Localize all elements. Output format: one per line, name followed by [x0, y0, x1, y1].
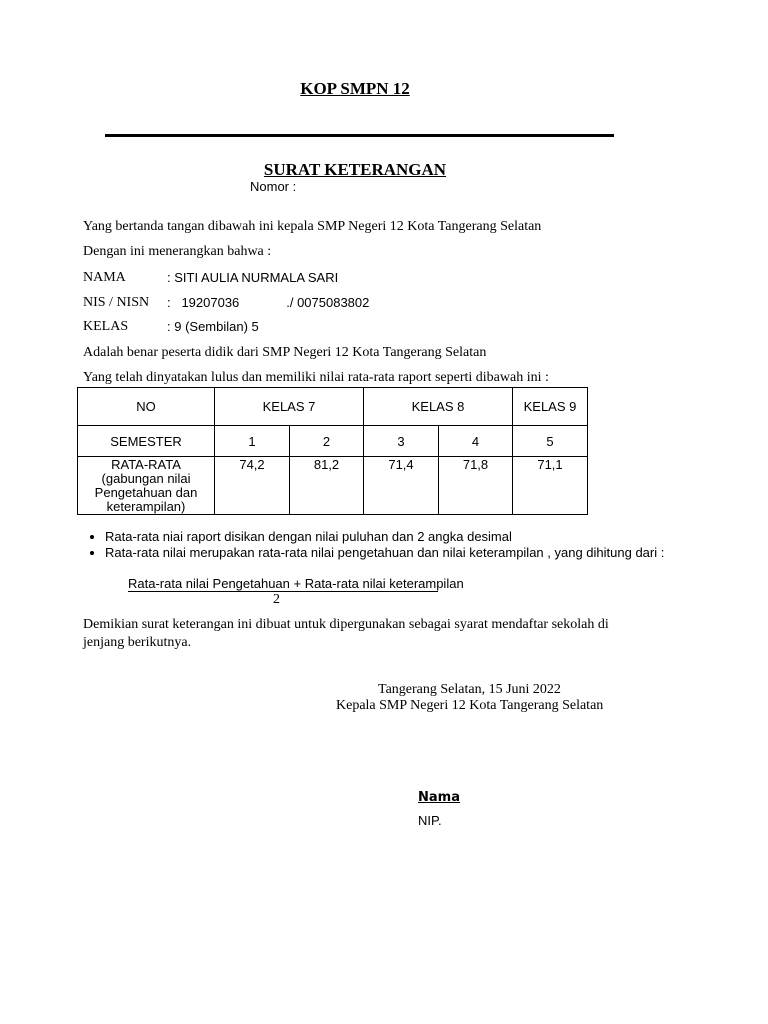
closing-paragraph: Demikian surat keterangan ini dibuat untuk dipergunakan sebagai syarat mendaftar sekolah di jenjang berikutnya. — [83, 617, 609, 650]
semester-cell: 1 — [215, 426, 290, 457]
class-value: : 9 (Sembilan) 5 — [167, 319, 259, 334]
semester-cell: 5 — [513, 426, 588, 457]
intro-line-1: Yang bertanda tangan dibawah ini kepala SMP Negeri 12 Kota Tangerang Selatan — [83, 219, 542, 234]
name-value: : SITI AULIA NURMALA SARI — [167, 270, 339, 285]
semester-label: SEMESTER — [78, 426, 215, 457]
formula-denominator: 2 — [273, 592, 280, 607]
average-label-line: (gabungan nilai — [101, 471, 191, 486]
average-cell: 71,8 — [439, 457, 513, 515]
average-label-line: Pengetahuan dan — [94, 485, 198, 500]
average-cell: 81,2 — [290, 457, 364, 515]
class-label: KELAS — [83, 319, 129, 334]
average-cell: 71,4 — [364, 457, 439, 515]
average-cell: 71,1 — [513, 457, 588, 515]
signature-role: Kepala SMP Negeri 12 Kota Tangerang Selatan — [336, 698, 604, 713]
statement-line-2: Yang telah dinyatakan lulus dan memiliki nilai rata-rata raport seperti dibawah ini : — [83, 370, 549, 385]
header-kelas-7: KELAS 7 — [215, 388, 364, 426]
signature-nip: NIP. — [418, 813, 442, 828]
list-item: • Rata-rata nilai merupakan rata-rata nilai pengetahuan dan nilai keterampilan , yang dihitung dari : — [105, 546, 665, 560]
average-label-line: keterampilan) — [106, 499, 186, 514]
average-label — [78, 457, 215, 515]
document-number-label: Nomor : — [250, 179, 297, 194]
signature-place-date: Tangerang Selatan, 15 Juni 2022 — [378, 682, 561, 697]
signature-name: Nama — [418, 790, 460, 805]
document-title: SURAT KETERANGAN — [263, 160, 447, 179]
name-label: NAMA — [83, 270, 126, 285]
letterhead-divider — [105, 134, 614, 137]
letterhead-title: KOP SMPN 12 — [300, 79, 410, 98]
average-cell: 74,2 — [215, 457, 290, 515]
grades-table — [77, 387, 588, 515]
header-kelas-8: KELAS 8 — [364, 388, 513, 426]
semester-cell: 4 — [439, 426, 513, 457]
intro-line-2: Dengan ini menerangkan bahwa : — [83, 244, 272, 259]
table-row — [78, 457, 588, 515]
nis-value: : 19207036 ./ 0075083802 — [167, 295, 370, 310]
nis-label: NIS / NISN — [83, 295, 150, 310]
table-header-row — [78, 388, 588, 426]
semester-cell: 2 — [290, 426, 364, 457]
header-no: NO — [78, 388, 215, 426]
formula-numerator: Rata-rata nilai Pengetahuan + Rata-rata nilai keterampilan — [128, 576, 464, 591]
header-kelas-9: KELAS 9 — [513, 388, 588, 426]
table-row — [78, 426, 588, 457]
average-label-line: RATA-RATA — [111, 457, 181, 472]
notes-list — [83, 530, 665, 562]
semester-cell: 3 — [364, 426, 439, 457]
statement-line-1: Adalah benar peserta didik dari SMP Negeri 12 Kota Tangerang Selatan — [83, 345, 487, 360]
list-item: • Rata-rata niai raport disikan dengan nilai puluhan dan 2 angka desimal — [105, 530, 665, 544]
